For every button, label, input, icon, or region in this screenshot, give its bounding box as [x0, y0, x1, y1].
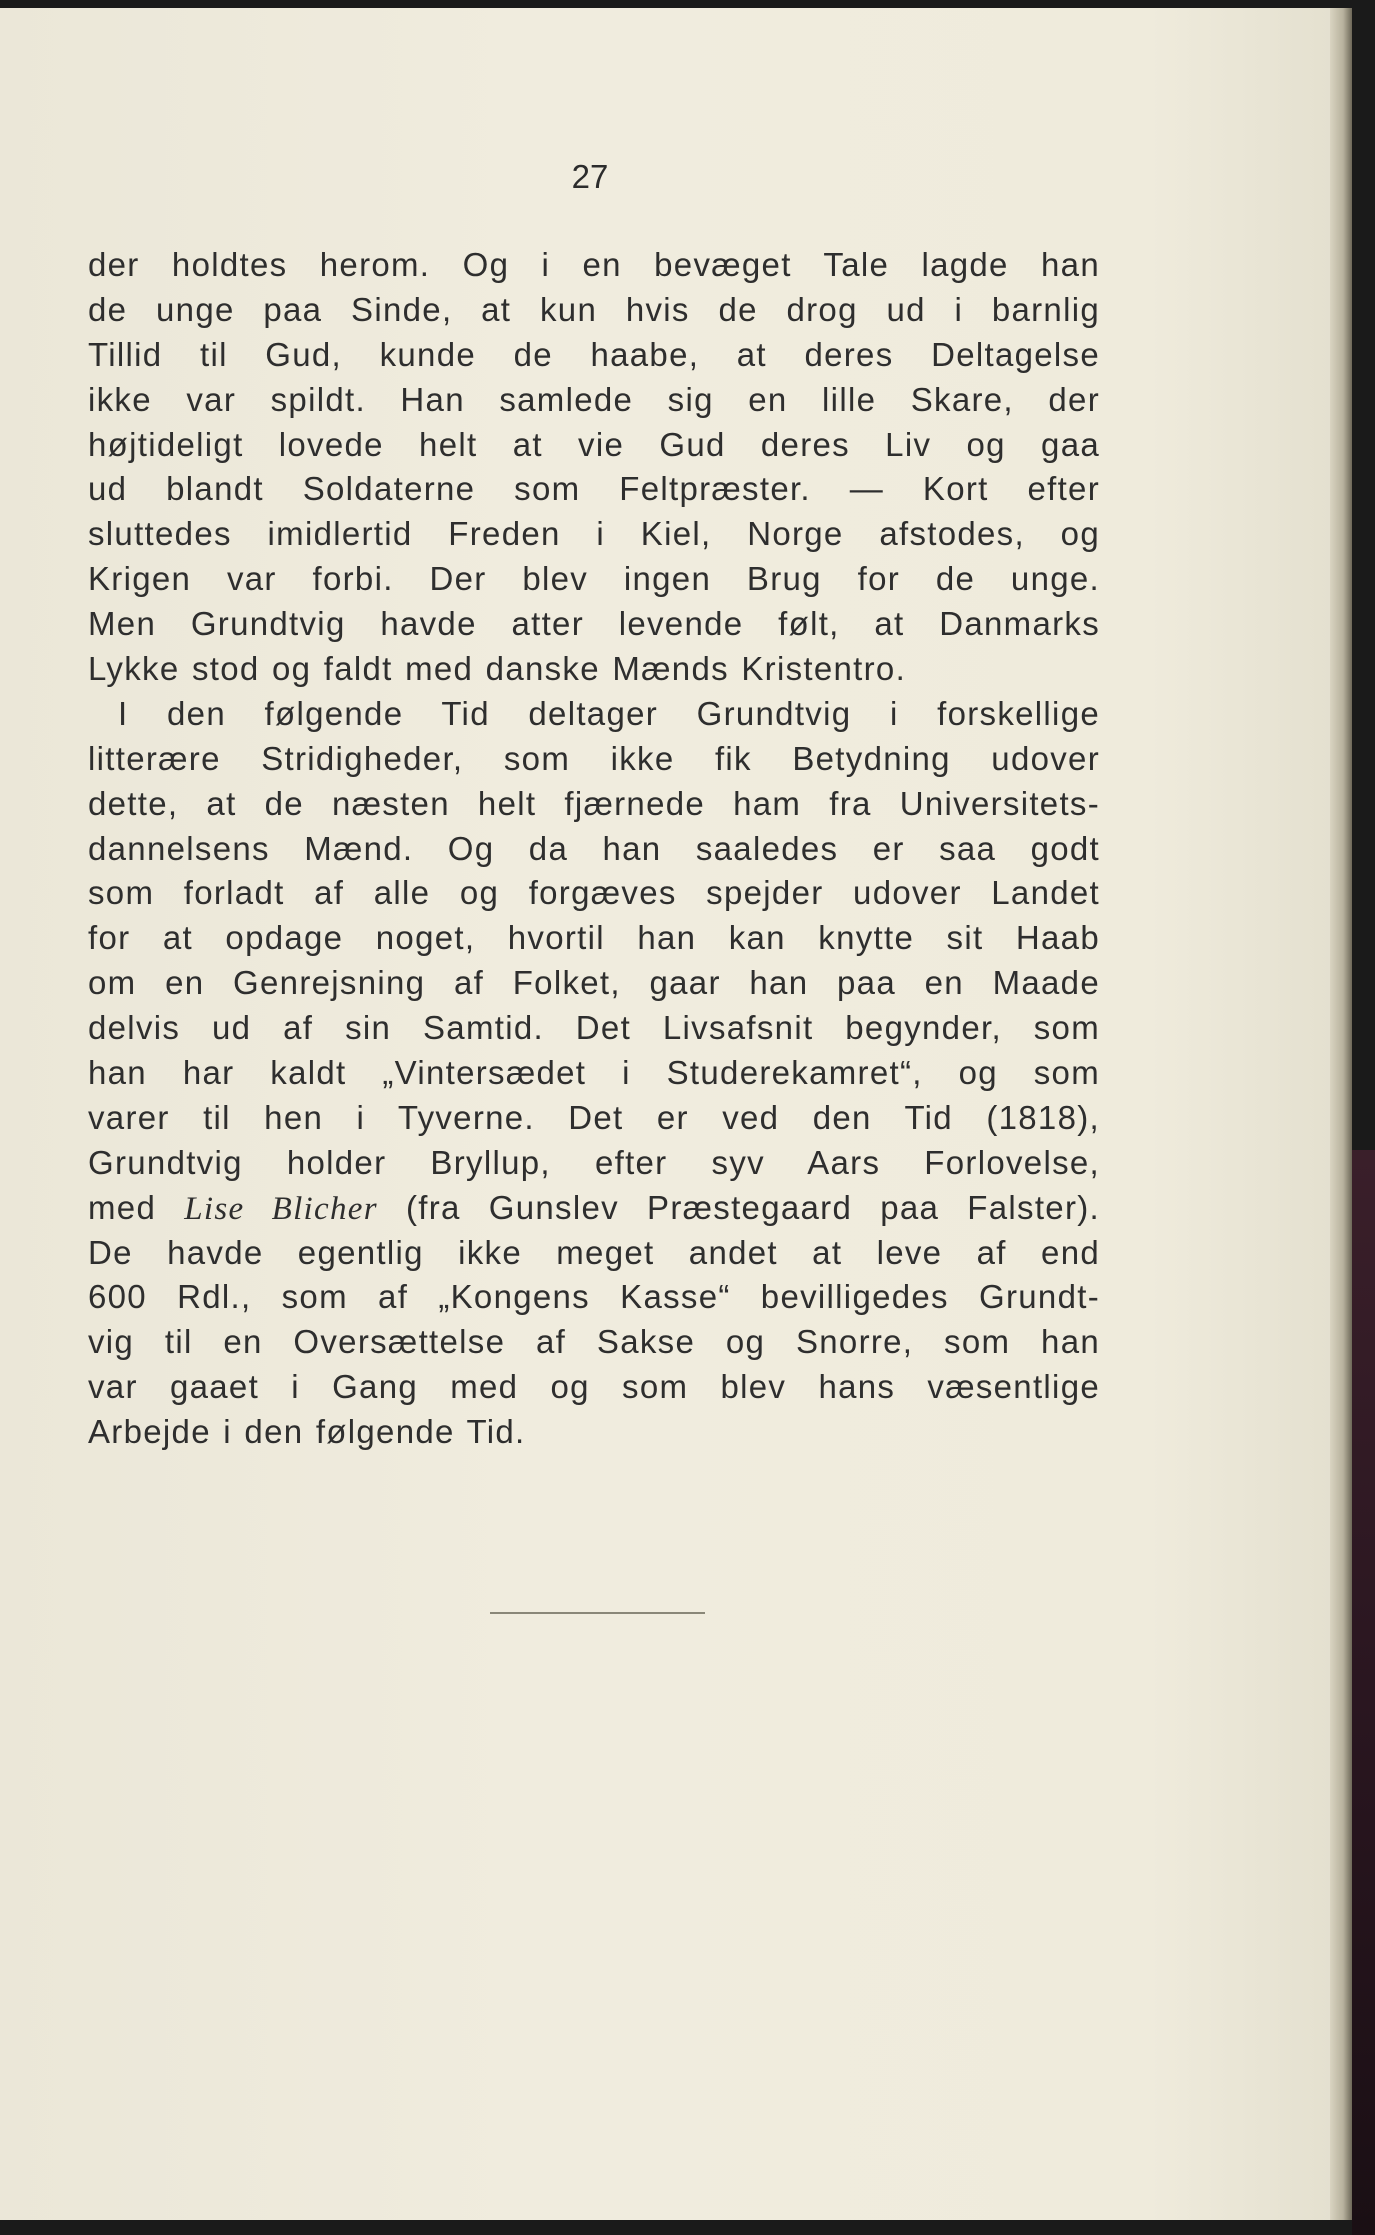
text-line: dette, at de næsten helt fjærnede ham fra Universitets-	[88, 784, 1100, 822]
text-line: ikke var spildt. Han samlede sig en lille Skare, der	[88, 380, 1100, 418]
text-line: som forladt af alle og forgæves spejder udover Landet	[88, 874, 1100, 912]
text-line: om en Genrejsning af Folket, gaar han paa en Maade	[88, 964, 1100, 1002]
text-line-with-name	[88, 1186, 1100, 1231]
text-line: Grundtvig holder Bryllup, efter syv Aars Forlovelse,	[88, 1143, 1100, 1181]
end-rule	[490, 1612, 705, 1614]
book-page	[0, 8, 1352, 2220]
text-line: sluttedes imidlertid Freden i Kiel, Norge afstodes, og	[88, 515, 1100, 553]
text-line: han har kaldt „Vintersædet i Studerekamret“, og som	[88, 1054, 1100, 1092]
text-line: ud blandt Soldaterne som Feltpræster. — Kort efter	[88, 470, 1100, 508]
text-line: delvis ud af sin Samtid. Det Livsafsnit begynder, som	[88, 1009, 1100, 1047]
text-line: højtideligt lovede helt at vie Gud deres Liv og gaa	[88, 425, 1100, 463]
text-line: dannelsens Mænd. Og da han saaledes er saa godt	[88, 829, 1100, 867]
text-line: Lykke stod og faldt med danske Mænds Kristentro.	[88, 650, 907, 688]
text-line: Arbejde i den følgende Tid.	[88, 1413, 526, 1451]
page-number: 27	[571, 158, 609, 195]
text-line: var gaaet i Gang med og som blev hans væsentlige	[88, 1368, 1100, 1406]
text-line: for at opdage noget, hvortil han kan knytte sit Haab	[88, 919, 1100, 957]
text-line: 600 Rdl., som af „Kongens Kasse“ bevilligedes Grundt-	[88, 1278, 1100, 1316]
italic-name: Lise Blicher	[184, 1190, 378, 1227]
book-cover-edge	[1352, 1150, 1375, 2235]
text-fragment: (fra Gunslev Præstegaard paa Falster).	[377, 1188, 1100, 1226]
body-text	[88, 243, 1100, 1455]
text-fragment: med	[88, 1188, 185, 1226]
text-line: De havde egentlig ikke meget andet at leve af end	[88, 1233, 1100, 1271]
text-line: der holdtes herom. Og i en bevæget Tale lagde han	[88, 246, 1100, 283]
text-line: de unge paa Sinde, at kun hvis de drog ud i barnlig	[88, 290, 1100, 328]
text-line: varer til hen i Tyverne. Det er ved den Tid (1818),	[88, 1098, 1100, 1136]
text-line: Men Grundtvig havde atter levende følt, at Danmarks	[88, 605, 1100, 643]
page-edge-shadow	[1330, 8, 1352, 2220]
text-line: Tillid til Gud, kunde de haabe, at deres Deltagelse	[88, 335, 1100, 373]
text-line: Krigen var forbi. Der blev ingen Brug for de unge.	[88, 560, 1100, 598]
text-line: litterære Stridigheder, som ikke fik Betydning udover	[88, 739, 1100, 777]
text-line: vig til en Oversættelse af Sakse og Snorre, som han	[88, 1323, 1100, 1361]
text-line: I den følgende Tid deltager Grundtvig i forskellige	[118, 694, 1100, 732]
